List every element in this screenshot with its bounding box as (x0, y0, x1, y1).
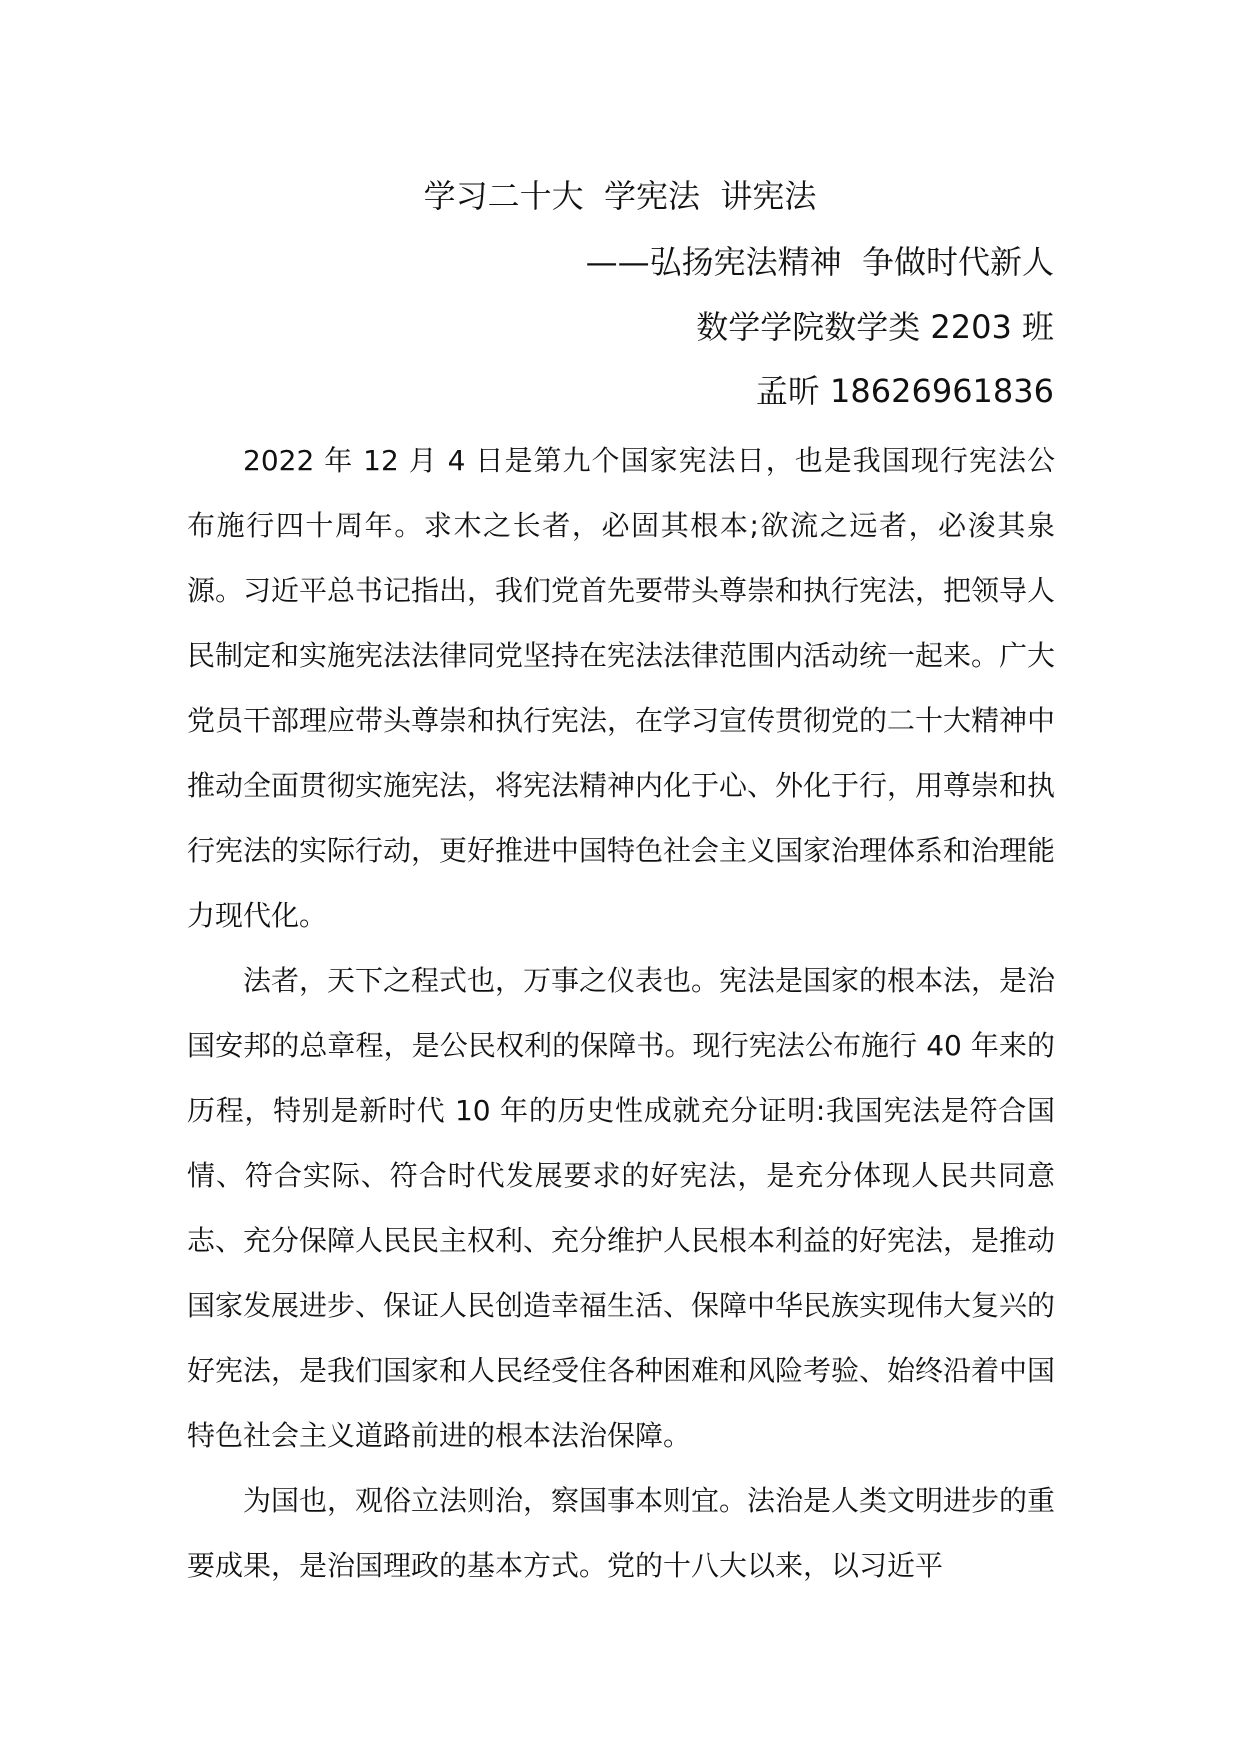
body-paragraph-3: 为国也，观俗立法则治，察国事本则宜。法治是人类文明进步的重要成果，是治国理政的基本方式。党的十八大以来，以习近平 (187, 1484, 1056, 1582)
author-info: 孟昕 18626961836 (755, 372, 1054, 410)
document-subtitle: ——弘扬宪法精神 争做时代新人 (585, 243, 1054, 281)
document-title: 学习二十大 学宪法 讲宪法 (423, 177, 817, 215)
body-paragraph-2: 法者，天下之程式也，万事之仪表也。宪法是国家的根本法，是治国安邦的总章程，是公民权利的保障书。现行宪法公布施行 40 年来的历程，特别是新时代 10 年的历史性成就充分证明:我国宪法是符合国情、符合实际、符合时代发展要求的好宪法，是充分体现人民共同意志、充分保障人民民主权利、充分维护人民根本利益的好宪法，是推动国家发展进步、保证人民创造幸福生活、保障中华民族实现伟大复兴的好宪法，是我们国家和人民经受住各种困难和风险考验、始终沿着中国特色社会主义道路前进的根本法治保障。 (187, 964, 1056, 1452)
class-info: 数学学院数学类 2203 班 (696, 308, 1054, 346)
body-paragraph-1: 2022 年 12 月 4 日是第九个国家宪法日，也是我国现行宪法公布施行四十周年。求木之长者，必固其根本;欲流之远者，必浚其泉源。习近平总书记指出，我们党首先要带头尊崇和执行宪法，把领导人民制定和实施宪法法律同党坚持在宪法法律范围内活动统一起来。广大党员干部理应带头尊崇和执行宪法，在学习宣传贯彻党的二十大精神中推动全面贯彻实施宪法，将宪法精神内化于心、外化于行，用尊崇和执行宪法的实际行动，更好推进中国特色社会主义国家治理体系和治理能力现代化。 (187, 444, 1056, 932)
